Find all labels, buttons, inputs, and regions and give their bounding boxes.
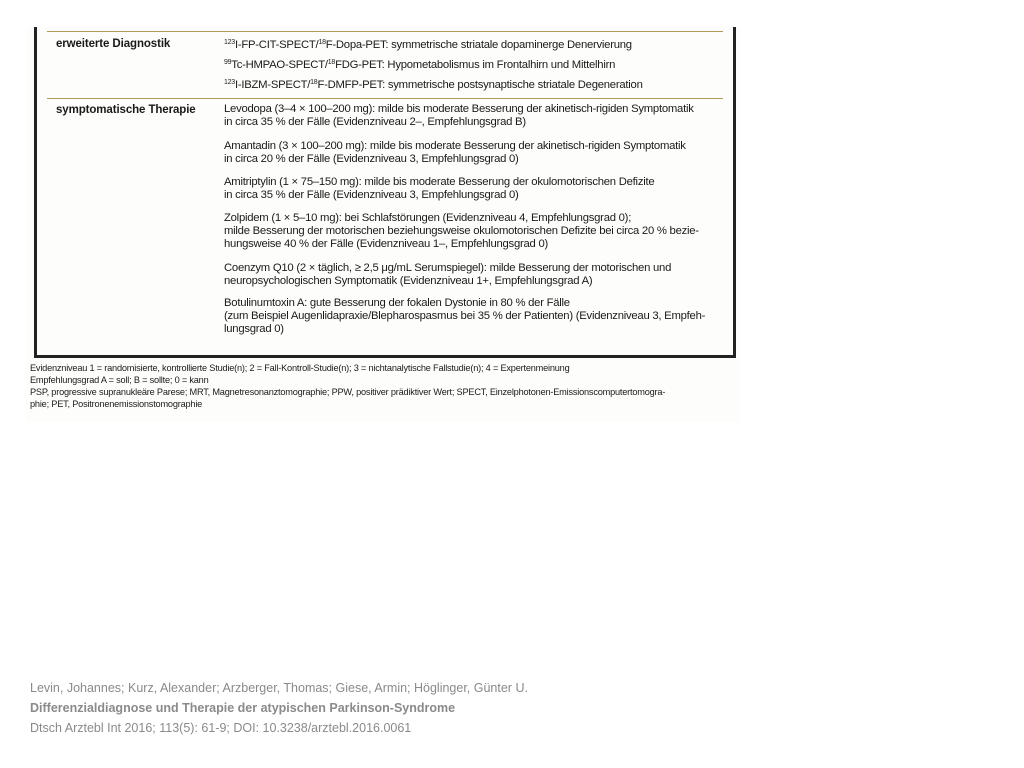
citation-authors: Levin, Johannes; Kurz, Alexander; Arzberger, Thomas; Giese, Armin; Höglinger, Günter U.	[30, 681, 528, 695]
citation-block	[30, 678, 528, 738]
table-row-divider	[47, 98, 723, 99]
diagnostik-entry: $^{99}$Tc-HMPAO-SPECT/$^{18}$FDG-PET: Hypometabolismus im Frontalhirn und Mittelhirn	[224, 59, 616, 71]
table-footnotes	[30, 362, 665, 410]
citation-source: Dtsch Arztebl Int 2016; 113(5): 61-9; DOI: 10.3238/arztebl.2016.0061	[30, 721, 412, 735]
citation-title: Differenzialdiagnose und Therapie der atypischen Parkinson-Syndrome	[30, 701, 456, 715]
therapy-entry-amantadin: Amantadin (3 × 100–200 mg): milde bis moderate Besserung der akinetisch-rigiden Symptomatik in circa 20 % der Fälle (Evidenzniveau 3, Empfehlungsgrad 0)	[224, 140, 686, 165]
table-top-rule	[47, 31, 723, 32]
footnote-line: Evidenzniveau 1 = randomisierte, kontrollierte Studie(n); 2 = Fall-Kontroll-Studie(n); 3 = nichtanalytische Fallstudie(n); 4 = Expertenmeinung	[30, 363, 570, 373]
diagnostik-entry: $^{123}$I-FP-CIT-SPECT/$^{18}$F-Dopa-PET: symmetrische striatale dopaminerge Denervierung	[224, 39, 632, 51]
therapy-entry-zolpidem: Zolpidem (1 × 5–10 mg): bei Schlafstörungen (Evidenzniveau 4, Empfehlungsgrad 0); milde Besserung der motorischen beziehungsweise okulomotorischen Defizite bei circa 20 % bezie- hungsweise 40 % der Fälle (Evidenzniveau 1–, Empfehlungsgrad 0)	[224, 212, 699, 250]
therapy-entry-levodopa: Levodopa (3–4 × 100–200 mg): milde bis moderate Besserung der akinetisch-rigiden Symptomatik in circa 35 % der Fälle (Evidenzniveau 2–, Empfehlungsgrad B)	[224, 103, 694, 128]
therapy-entry-botulinumtoxin: Botulinumtoxin A: gute Besserung der fokalen Dystonie in 80 % der Fälle (zum Beispiel Augenlidapraxie/Blepharospasmus bei 35 % der Patienten) (Evidenzniveau 3, Empfeh- lungsgrad 0)	[224, 297, 706, 335]
footnote-line: phie; PET, Positronenemissionstomographie	[30, 399, 203, 409]
row-label-erweiterte-diagnostik: erweiterte Diagnostik	[56, 38, 171, 50]
row-label-symptomatische-therapie: symptomatische Therapie	[56, 104, 196, 116]
footnote-line: Empfehlungsgrad A = soll; B = sollte; 0 = kann	[30, 375, 209, 385]
row-content-diagnostik	[224, 35, 643, 95]
therapy-entry-coenzym-q10: Coenzym Q10 (2 × täglich, ≥ 2,5 μg/mL Serumspiegel): milde Besserung der motorischen und neuropsychologischen Symptomatik (Evidenzniveau 1+, Empfehlungsgrad A)	[224, 262, 672, 287]
footnote-line: PSP, progressive supranukleäre Parese; MRT, Magnetresonanztomographie; PPW, positiver prädiktiver Wert; SPECT, Einzelphotonen-Emissionscomputertomogra-	[30, 387, 666, 397]
scanned-table-image	[26, 27, 740, 422]
table-frame	[34, 27, 736, 358]
therapy-entry-amitriptylin: Amitriptylin (1 × 75–150 mg): milde bis moderate Besserung der okulomotorischen Defizite in circa 35 % der Fälle (Evidenzniveau 3, Empfehlungsgrad 0)	[224, 176, 655, 201]
diagnostik-entry: $^{123}$I-IBZM-SPECT/$^{18}$F-DMFP-PET: symmetrische postsynaptische striatale Degeneration	[224, 79, 643, 91]
